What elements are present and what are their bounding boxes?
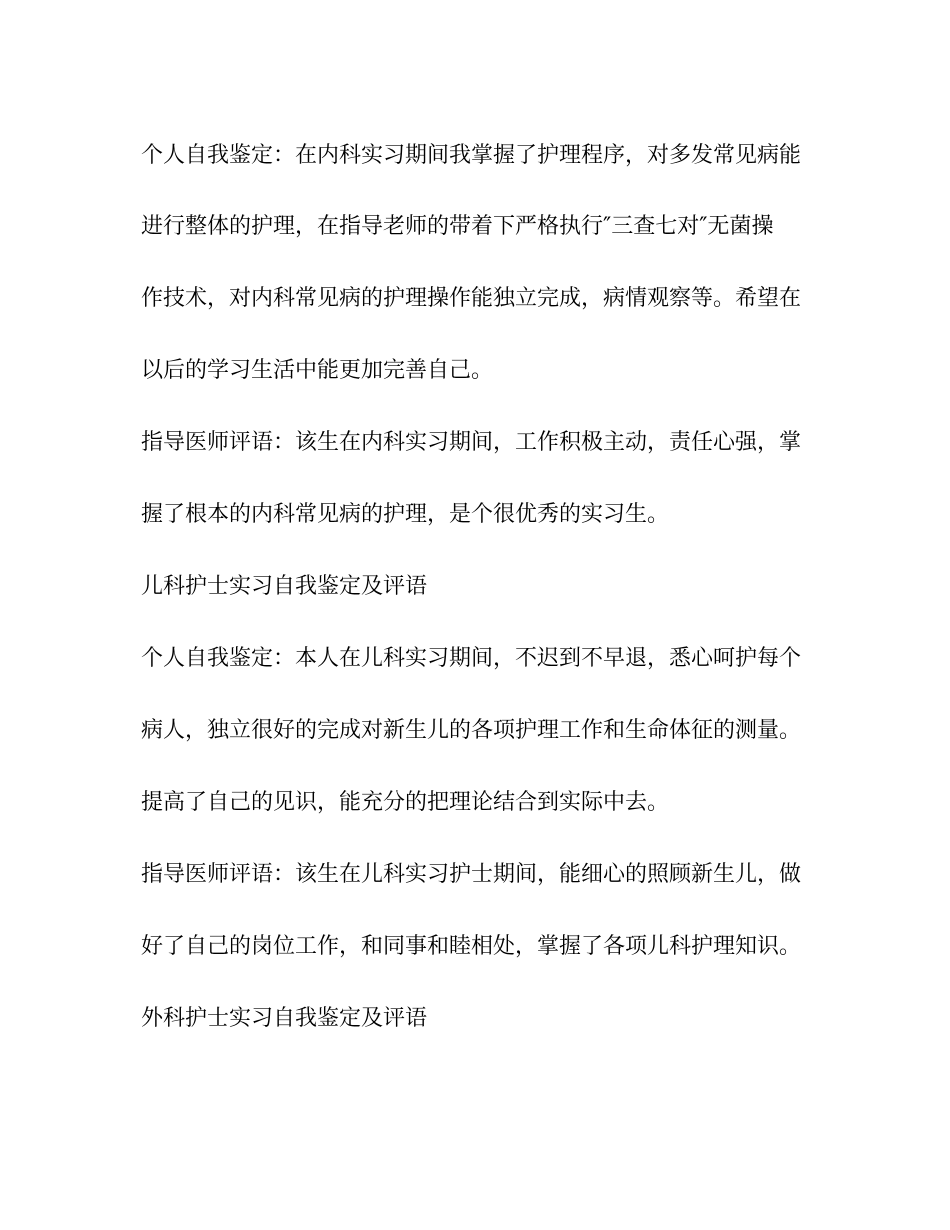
- internal-self-assessment-line-4: 以后的学习生活中能更加完善自己。: [141, 358, 494, 383]
- internal-self-assessment-line-2: 进行整体的护理，在指导老师的带着下严格执行″三查七对″无菌操: [141, 214, 774, 239]
- internal-self-assessment-line-3: 作技术，对内科常见病的护理操作能独立完成，病情观察等。希望在: [141, 286, 802, 311]
- internal-self-assessment-line-1: 个人自我鉴定：在内科实习期间我掌握了护理程序，对多发常见病能: [141, 143, 802, 168]
- pediatric-self-assessment-line-1: 个人自我鉴定：本人在儿科实习期间，不迟到不早退，悉心呵护每个: [141, 646, 802, 671]
- pediatric-supervisor-comment-line-2: 好了自己的岗位工作，和同事和睦相处，掌握了各项儿科护理知识。: [141, 934, 802, 959]
- pediatric-self-assessment-line-2: 病人，独立很好的完成对新生儿的各项护理工作和生命体征的测量。: [141, 718, 802, 743]
- pediatric-self-assessment-line-3: 提高了自己的见识，能充分的把理论结合到实际中去。: [141, 790, 670, 815]
- internal-supervisor-comment-line-1: 指导医师评语：该生在内科实习期间，工作积极主动，责任心强，掌: [141, 430, 802, 455]
- internal-supervisor-comment-line-2: 握了根本的内科常见病的护理，是个很优秀的实习生。: [141, 502, 670, 527]
- pediatric-section-heading: 儿科护士实习自我鉴定及评语: [141, 574, 428, 599]
- surgical-section-heading: 外科护士实习自我鉴定及评语: [141, 1006, 428, 1031]
- pediatric-supervisor-comment-line-1: 指导医师评语：该生在儿科实习护士期间，能细心的照顾新生儿，做: [141, 862, 802, 887]
